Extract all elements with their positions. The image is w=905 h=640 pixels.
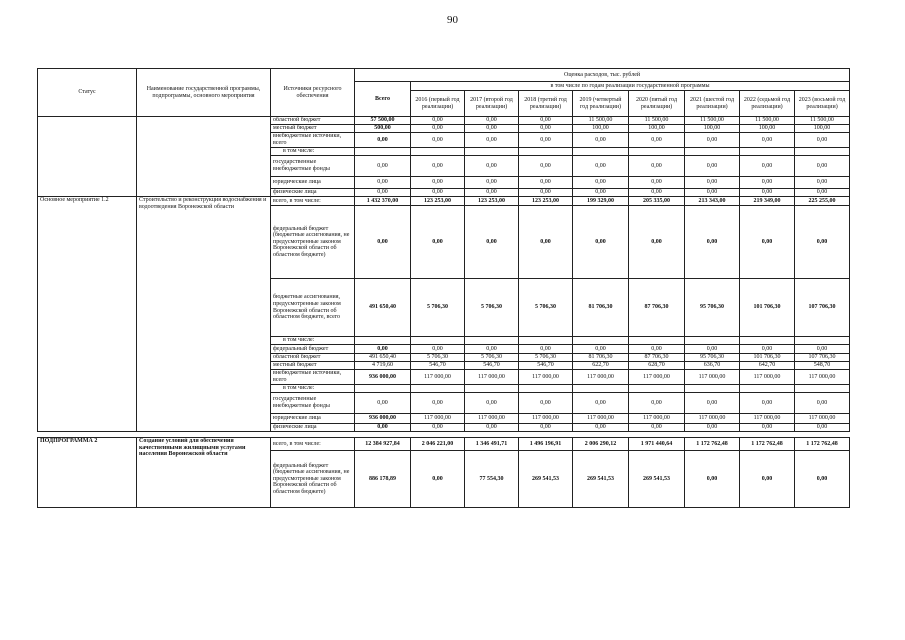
- year-value-cell: 95 706,30: [685, 354, 740, 362]
- total-cell: [355, 337, 411, 345]
- block2-status: Основное мероприятие 1.2: [38, 197, 137, 432]
- source-cell: внебюджетные источники, всего: [271, 133, 355, 148]
- header-year-0: 2016 (первый год реализации): [411, 91, 465, 117]
- year-value-cell: 199 329,00: [573, 197, 629, 206]
- total-cell: [355, 385, 411, 393]
- header-by-years: в том числе по годам реализации государственной программы: [411, 82, 850, 91]
- year-value-cell: [795, 337, 850, 345]
- year-value-cell: 0,00: [685, 206, 740, 279]
- year-value-cell: 0,00: [795, 177, 850, 189]
- year-value-cell: 1 496 196,91: [519, 438, 573, 451]
- block2-row: [38, 197, 850, 206]
- block1-row: [38, 117, 850, 125]
- total-cell: 491 650,40: [355, 279, 411, 337]
- year-value-cell: 117 000,00: [685, 414, 740, 424]
- year-value-cell: 642,70: [740, 362, 795, 370]
- year-value-cell: 11 500,00: [740, 117, 795, 125]
- total-cell: 0,00: [355, 206, 411, 279]
- year-value-cell: 225 255,00: [795, 197, 850, 206]
- year-value-cell: [465, 385, 519, 393]
- year-value-cell: [795, 148, 850, 156]
- year-value-cell: 0,00: [685, 393, 740, 414]
- year-value-cell: 548,70: [795, 362, 850, 370]
- year-value-cell: 0,00: [795, 451, 850, 508]
- year-value-cell: 0,00: [573, 133, 629, 148]
- year-value-cell: 0,00: [519, 206, 573, 279]
- year-value-cell: [629, 337, 685, 345]
- year-value-cell: 0,00: [519, 189, 573, 197]
- year-value-cell: 0,00: [740, 177, 795, 189]
- year-value-cell: 1 346 491,71: [465, 438, 519, 451]
- year-value-cell: 0,00: [629, 206, 685, 279]
- year-value-cell: 0,00: [519, 345, 573, 354]
- year-value-cell: [411, 385, 465, 393]
- header-year-2: 2018 (третий год реализации): [519, 91, 573, 117]
- source-cell: федеральный бюджет (бюджетные ассигнования, не предусмотренные законом Воронежской области об областном бюджете): [271, 451, 355, 508]
- year-value-cell: 0,00: [573, 345, 629, 354]
- source-cell: областной бюджет: [271, 117, 355, 125]
- year-value-cell: 0,00: [465, 206, 519, 279]
- header-year-1: 2017 (второй год реализации): [465, 91, 519, 117]
- year-value-cell: 117 000,00: [629, 414, 685, 424]
- year-value-cell: 117 000,00: [411, 414, 465, 424]
- year-value-cell: 0,00: [685, 345, 740, 354]
- year-value-cell: 546,70: [465, 362, 519, 370]
- year-value-cell: 269 541,53: [573, 451, 629, 508]
- block3-status: ПОДПРОГРАММА 2: [38, 438, 137, 508]
- source-cell: государственные внебюджетные фонды: [271, 156, 355, 177]
- year-value-cell: 81 706,30: [573, 279, 629, 337]
- header-status: Статус: [38, 69, 137, 117]
- year-value-cell: 0,00: [795, 206, 850, 279]
- year-value-cell: 546,70: [519, 362, 573, 370]
- year-value-cell: 0,00: [411, 393, 465, 414]
- header-year-4: 2020 (пятый год реализации): [629, 91, 685, 117]
- year-value-cell: 0,00: [740, 393, 795, 414]
- year-value-cell: 0,00: [795, 424, 850, 432]
- year-value-cell: 11 500,00: [573, 117, 629, 125]
- total-cell: 0,00: [355, 189, 411, 197]
- year-value-cell: 11 500,00: [795, 117, 850, 125]
- header-name: Наименование государственной программы, подпрограммы, основного мероприятия: [137, 69, 271, 117]
- year-value-cell: 101 706,30: [740, 279, 795, 337]
- year-value-cell: 0,00: [685, 133, 740, 148]
- year-value-cell: 95 706,30: [685, 279, 740, 337]
- header-year-6: 2022 (седьмой год реализации): [740, 91, 795, 117]
- year-value-cell: 100,00: [629, 125, 685, 133]
- year-value-cell: 81 706,30: [573, 354, 629, 362]
- year-value-cell: 5 706,30: [465, 279, 519, 337]
- year-value-cell: 0,00: [740, 424, 795, 432]
- source-cell: в том числе:: [271, 148, 355, 156]
- year-value-cell: 0,00: [573, 424, 629, 432]
- year-value-cell: 0,00: [629, 345, 685, 354]
- year-value-cell: [629, 385, 685, 393]
- year-value-cell: 0,00: [795, 345, 850, 354]
- source-cell: государственные внебюджетные фонды: [271, 393, 355, 414]
- year-value-cell: 0,00: [465, 189, 519, 197]
- year-value-cell: 0,00: [795, 189, 850, 197]
- year-value-cell: 0,00: [685, 451, 740, 508]
- year-value-cell: 0,00: [411, 117, 465, 125]
- year-value-cell: 0,00: [685, 424, 740, 432]
- total-cell: 0,00: [355, 393, 411, 414]
- header-year-5: 2021 (шестой год реализации): [685, 91, 740, 117]
- year-value-cell: 117 000,00: [519, 414, 573, 424]
- source-cell: федеральный бюджет: [271, 345, 355, 354]
- year-value-cell: 117 000,00: [795, 414, 850, 424]
- year-value-cell: 2 006 290,12: [573, 438, 629, 451]
- year-value-cell: 117 000,00: [573, 414, 629, 424]
- year-value-cell: 87 706,30: [629, 354, 685, 362]
- year-value-cell: [465, 148, 519, 156]
- year-value-cell: 0,00: [740, 156, 795, 177]
- year-value-cell: 0,00: [465, 125, 519, 133]
- year-value-cell: [573, 385, 629, 393]
- year-value-cell: 0,00: [519, 156, 573, 177]
- year-value-cell: 0,00: [795, 156, 850, 177]
- year-value-cell: 117 000,00: [519, 370, 573, 385]
- year-value-cell: 123 253,00: [465, 197, 519, 206]
- source-cell: областной бюджет: [271, 354, 355, 362]
- total-cell: 491 650,40: [355, 354, 411, 362]
- year-value-cell: 1 971 440,64: [629, 438, 685, 451]
- year-value-cell: 0,00: [519, 117, 573, 125]
- year-value-cell: [740, 148, 795, 156]
- year-value-cell: [685, 337, 740, 345]
- year-value-cell: 117 000,00: [685, 370, 740, 385]
- year-value-cell: 636,70: [685, 362, 740, 370]
- total-cell: 0,00: [355, 345, 411, 354]
- total-cell: 0,00: [355, 424, 411, 432]
- total-cell: 0,00: [355, 133, 411, 148]
- year-value-cell: 0,00: [465, 424, 519, 432]
- block1-name: [137, 117, 271, 197]
- year-value-cell: 0,00: [629, 177, 685, 189]
- year-value-cell: 0,00: [629, 156, 685, 177]
- total-cell: 500,00: [355, 125, 411, 133]
- year-value-cell: 1 172 762,48: [685, 438, 740, 451]
- year-value-cell: 5 706,30: [411, 354, 465, 362]
- year-value-cell: 5 706,30: [411, 279, 465, 337]
- year-value-cell: [519, 148, 573, 156]
- year-value-cell: 117 000,00: [411, 370, 465, 385]
- year-value-cell: 123 253,00: [519, 197, 573, 206]
- year-value-cell: 622,70: [573, 362, 629, 370]
- block2-name: Строительство и реконструкция водоснабжения и водоотведения Воронежской области: [137, 197, 271, 432]
- year-value-cell: 117 000,00: [465, 414, 519, 424]
- budget-table: [37, 68, 850, 508]
- source-cell: всего, в том числе:: [271, 438, 355, 451]
- page-number: 90: [447, 14, 458, 26]
- year-value-cell: 0,00: [411, 206, 465, 279]
- source-cell: внебюджетные источники, всего: [271, 370, 355, 385]
- source-cell: физические лица: [271, 189, 355, 197]
- year-value-cell: 117 000,00: [573, 370, 629, 385]
- year-value-cell: 100,00: [795, 125, 850, 133]
- year-value-cell: 117 000,00: [795, 370, 850, 385]
- year-value-cell: 100,00: [573, 125, 629, 133]
- year-value-cell: [519, 385, 573, 393]
- source-cell: в том числе:: [271, 337, 355, 345]
- source-cell: всего, в том числе:: [271, 197, 355, 206]
- year-value-cell: [465, 337, 519, 345]
- year-value-cell: 100,00: [685, 125, 740, 133]
- year-value-cell: 0,00: [573, 206, 629, 279]
- year-value-cell: 0,00: [629, 393, 685, 414]
- total-cell: 0,00: [355, 177, 411, 189]
- year-value-cell: 5 706,30: [519, 279, 573, 337]
- year-value-cell: [573, 337, 629, 345]
- year-value-cell: 0,00: [411, 156, 465, 177]
- year-value-cell: [740, 385, 795, 393]
- year-value-cell: 100,00: [740, 125, 795, 133]
- source-cell: физические лица: [271, 424, 355, 432]
- year-value-cell: [685, 148, 740, 156]
- year-value-cell: 0,00: [465, 393, 519, 414]
- year-value-cell: 0,00: [795, 393, 850, 414]
- year-value-cell: 123 253,00: [411, 197, 465, 206]
- source-cell: местный бюджет: [271, 125, 355, 133]
- year-value-cell: 0,00: [519, 177, 573, 189]
- block1-status: [38, 117, 137, 197]
- year-value-cell: 628,70: [629, 362, 685, 370]
- year-value-cell: 5 706,30: [465, 354, 519, 362]
- year-value-cell: 0,00: [465, 117, 519, 125]
- year-value-cell: 0,00: [629, 189, 685, 197]
- year-value-cell: 11 500,00: [629, 117, 685, 125]
- year-value-cell: 0,00: [629, 133, 685, 148]
- year-value-cell: 87 706,30: [629, 279, 685, 337]
- year-value-cell: 0,00: [411, 177, 465, 189]
- total-cell: 936 000,00: [355, 370, 411, 385]
- header-total: Всего: [355, 82, 411, 117]
- total-cell: 4 719,60: [355, 362, 411, 370]
- year-value-cell: 5 706,30: [519, 354, 573, 362]
- year-value-cell: [795, 385, 850, 393]
- block3-name: Создание условий для обеспечения качественными жилищными услугами населения Воронежской области: [137, 438, 271, 508]
- year-value-cell: [685, 385, 740, 393]
- year-value-cell: 117 000,00: [629, 370, 685, 385]
- year-value-cell: 0,00: [465, 345, 519, 354]
- source-cell: в том числе:: [271, 385, 355, 393]
- year-value-cell: [411, 337, 465, 345]
- block3-row: [38, 438, 850, 451]
- year-value-cell: 0,00: [411, 424, 465, 432]
- year-value-cell: 0,00: [740, 133, 795, 148]
- year-value-cell: 0,00: [573, 393, 629, 414]
- year-value-cell: 11 500,00: [685, 117, 740, 125]
- year-value-cell: 546,70: [411, 362, 465, 370]
- year-value-cell: [740, 337, 795, 345]
- year-value-cell: 107 706,30: [795, 354, 850, 362]
- source-cell: местный бюджет: [271, 362, 355, 370]
- year-value-cell: 117 000,00: [465, 370, 519, 385]
- total-cell: 936 000,00: [355, 414, 411, 424]
- source-cell: юридические лица: [271, 177, 355, 189]
- source-cell: бюджетные ассигнования, предусмотренные законом Воронежской области об областном бюджете, всего: [271, 279, 355, 337]
- year-value-cell: 0,00: [685, 156, 740, 177]
- year-value-cell: 0,00: [795, 133, 850, 148]
- year-value-cell: 205 335,00: [629, 197, 685, 206]
- year-value-cell: 117 000,00: [740, 370, 795, 385]
- year-value-cell: 0,00: [411, 451, 465, 508]
- source-cell: юридические лица: [271, 414, 355, 424]
- year-value-cell: 0,00: [411, 133, 465, 148]
- year-value-cell: 0,00: [629, 424, 685, 432]
- source-cell: федеральный бюджет (бюджетные ассигнования, не предусмотренные законом Воронежской области об областном бюджете): [271, 206, 355, 279]
- year-value-cell: 0,00: [465, 133, 519, 148]
- year-value-cell: 0,00: [519, 424, 573, 432]
- total-cell: 12 384 927,84: [355, 438, 411, 451]
- year-value-cell: 0,00: [465, 156, 519, 177]
- year-value-cell: 1 172 762,48: [795, 438, 850, 451]
- header-source: Источники ресурсного обеспечения: [271, 69, 355, 117]
- year-value-cell: 0,00: [740, 345, 795, 354]
- year-value-cell: 269 541,53: [629, 451, 685, 508]
- year-value-cell: 1 172 762,48: [740, 438, 795, 451]
- year-value-cell: 107 706,30: [795, 279, 850, 337]
- year-value-cell: 213 343,00: [685, 197, 740, 206]
- year-value-cell: [629, 148, 685, 156]
- year-value-cell: 0,00: [411, 189, 465, 197]
- year-value-cell: 269 541,53: [519, 451, 573, 508]
- total-cell: 0,00: [355, 156, 411, 177]
- year-value-cell: 0,00: [685, 189, 740, 197]
- year-value-cell: 0,00: [740, 206, 795, 279]
- year-value-cell: 117 000,00: [740, 414, 795, 424]
- year-value-cell: 0,00: [519, 133, 573, 148]
- total-cell: 1 432 370,00: [355, 197, 411, 206]
- year-value-cell: 101 706,30: [740, 354, 795, 362]
- year-value-cell: 0,00: [519, 125, 573, 133]
- year-value-cell: 2 046 221,00: [411, 438, 465, 451]
- year-value-cell: 0,00: [740, 451, 795, 508]
- total-cell: 57 500,00: [355, 117, 411, 125]
- year-value-cell: [573, 148, 629, 156]
- total-cell: 886 178,89: [355, 451, 411, 508]
- year-value-cell: [411, 148, 465, 156]
- year-value-cell: 0,00: [411, 345, 465, 354]
- total-cell: [355, 148, 411, 156]
- year-value-cell: 0,00: [573, 189, 629, 197]
- header-estimate: Оценка расходов, тыс. рублей: [355, 69, 850, 82]
- year-value-cell: 0,00: [465, 177, 519, 189]
- year-value-cell: 0,00: [411, 125, 465, 133]
- year-value-cell: [519, 337, 573, 345]
- year-value-cell: 219 349,00: [740, 197, 795, 206]
- header-year-7: 2023 (восьмой год реализации): [795, 91, 850, 117]
- header-year-3: 2019 (четвертый год реализации): [573, 91, 629, 117]
- year-value-cell: 0,00: [519, 393, 573, 414]
- year-value-cell: 0,00: [573, 177, 629, 189]
- year-value-cell: 0,00: [573, 156, 629, 177]
- year-value-cell: 0,00: [685, 177, 740, 189]
- year-value-cell: 0,00: [740, 189, 795, 197]
- year-value-cell: 77 554,30: [465, 451, 519, 508]
- budget-table-sheet: [37, 68, 849, 508]
